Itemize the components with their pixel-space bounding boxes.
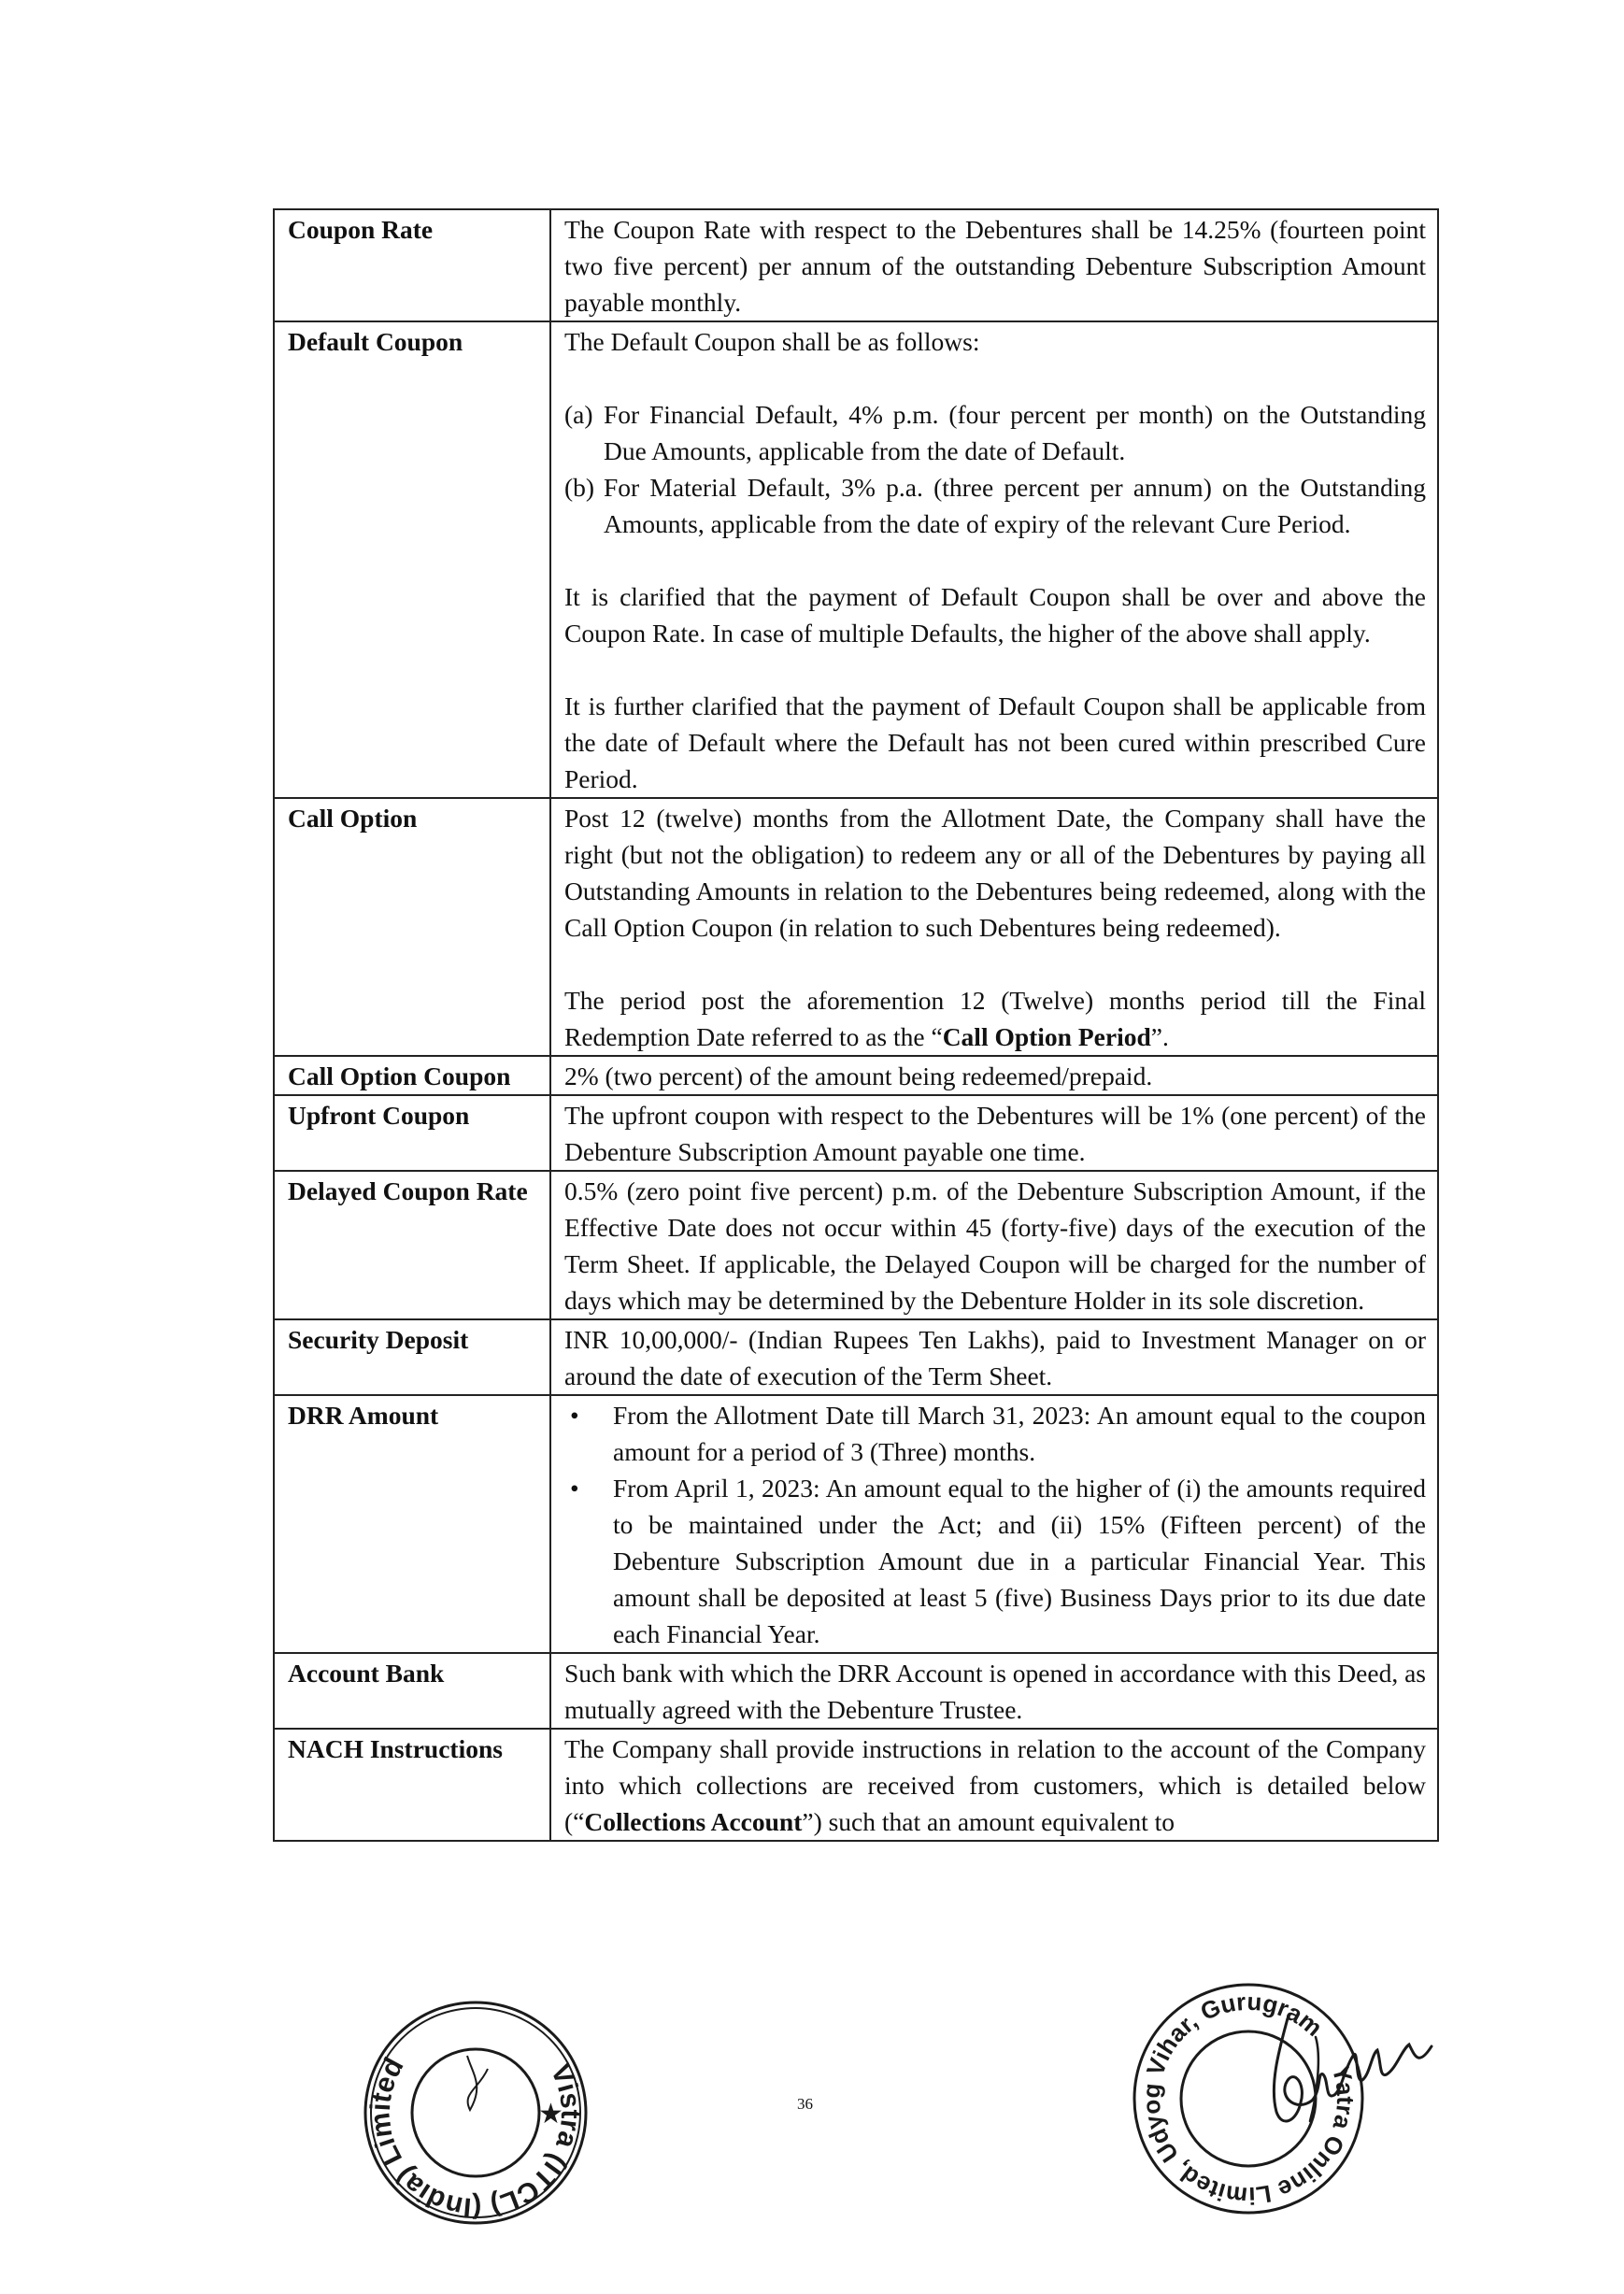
list-item <box>564 469 1426 542</box>
table-row <box>274 1056 1438 1095</box>
table-row <box>274 1171 1438 1319</box>
table-row <box>274 1729 1438 1841</box>
table-row <box>274 321 1438 798</box>
row-label: Coupon Rate <box>274 209 550 321</box>
row-text: 0.5% (zero point five percent) p.m. of the Debenture Subscription Amount, if the Effective Date does not occur within 45 (forty-five) days of the execution of the Term Sheet. If applicable, the Delayed Coupon will be charged for the number of days which may be determined by the Debenture Holder in its sole discretion. <box>564 1176 1426 1315</box>
list-item <box>564 396 1426 469</box>
defined-term: Call Option Period <box>942 1022 1151 1051</box>
row-text: Post 12 (twelve) months from the Allotment Date, the Company shall have the right (but not the obligation) to redeem any or all of the Debentures by paying all Outstanding Amounts in relation to the Debentures being redeemed, along with the Call Option Coupon (in relation to such Debentures being redeemed). <box>564 804 1426 942</box>
text-run: ”. <box>1150 1022 1169 1051</box>
text-run: The period post the aforemention 12 (Twelve) months period till the Final Redemption Date referred to as the “ <box>564 986 1426 1051</box>
row-text: It is clarified that the payment of Default Coupon shall be over and above the Coupon Rate. In case of multiple Defaults, the higher of the above shall apply. <box>564 582 1426 648</box>
row-text: 2% (two percent) of the amount being redeemed/prepaid. <box>564 1062 1153 1090</box>
row-text <box>564 982 1426 1055</box>
star-icon: ★ <box>538 2098 563 2130</box>
table-row <box>274 1395 1438 1653</box>
row-label: DRR Amount <box>274 1395 550 1653</box>
list-text: For Financial Default, 4% p.m. (four percent per month) on the Outstanding Due Amounts, applicable from the date of Default. <box>604 400 1426 465</box>
table-row <box>274 209 1438 321</box>
row-text: Such bank with which the DRR Account is opened in accordance with this Deed, as mutually agreed with the Debenture Trustee. <box>564 1659 1426 1724</box>
seal-text: Yatra Online Limited, Udyog Vihar, Gurugram <box>1136 1987 1360 2211</box>
row-text: It is further clarified that the payment of Default Coupon shall be applicable from the date of Default where the Default has not been cured within prescribed Cure Period. <box>564 691 1426 793</box>
table-row <box>274 1095 1438 1171</box>
row-label: Call Option <box>274 798 550 1056</box>
list-text: From the Allotment Date till March 31, 2023: An amount equal to the coupon amount for a period of 3 (Three) months. <box>613 1401 1426 1466</box>
list-marker: (b) <box>564 473 595 502</box>
list-item <box>564 1470 1426 1652</box>
row-label: Call Option Coupon <box>274 1056 550 1095</box>
defined-term: Collections Account <box>584 1807 803 1836</box>
terms-table <box>273 208 1439 1842</box>
row-text: The Default Coupon shall be as follows: <box>564 327 980 356</box>
page-number: 36 <box>797 2095 813 2113</box>
text-run: The Company shall provide instructions in relation to the account of the Company into which collections are received from customers, which is detailed below (“ <box>564 1734 1426 1836</box>
bullet-icon: • <box>570 1474 579 1503</box>
drr-bullet-list <box>564 1397 1426 1652</box>
table-row <box>274 798 1438 1056</box>
signature-icon <box>1232 1981 1446 2159</box>
list-marker: (a) <box>564 400 593 429</box>
row-label: Upfront Coupon <box>274 1095 550 1171</box>
row-text: The upfront coupon with respect to the Debentures will be 1% (one percent) of the Debenture Subscription Amount payable one time. <box>564 1101 1426 1166</box>
list-text: For Material Default, 3% p.a. (three percent per annum) on the Outstanding Amounts, applicable from the date of expiry of the relevant Cure Period. <box>604 473 1426 538</box>
bullet-icon: • <box>570 1401 579 1430</box>
table-row <box>274 1319 1438 1395</box>
row-label: NACH Instructions <box>274 1729 550 1841</box>
vistra-seal-icon <box>363 2000 589 2226</box>
row-label: Account Bank <box>274 1653 550 1729</box>
text-run: ”) such that an amount equivalent to <box>802 1807 1175 1836</box>
row-text <box>564 1731 1426 1840</box>
row-text: INR 10,00,000/- (Indian Rupees Ten Lakhs), paid to Investment Manager on or around the date of execution of the Term Sheet. <box>564 1325 1426 1390</box>
row-label: Default Coupon <box>274 321 550 798</box>
list-text: From April 1, 2023: An amount equal to the higher of (i) the amounts required to be maintained under the Act; and (ii) 15% (Fifteen percent) of the Debenture Subscription Amount due in a particular Financial Year. This amount shall be deposited at least 5 (five) Business Days prior to its due date each Financial Year. <box>613 1474 1426 1648</box>
list-item <box>564 1397 1426 1470</box>
default-list <box>564 396 1426 542</box>
table-row <box>274 1653 1438 1729</box>
row-label: Delayed Coupon Rate <box>274 1171 550 1319</box>
row-text: The Coupon Rate with respect to the Debentures shall be 14.25% (fourteen point two five percent) per annum of the outstanding Debenture Subscription Amount payable monthly. <box>564 215 1426 317</box>
seal-text: Vistra (ITCL) (India) Limited <box>364 2052 587 2224</box>
row-label: Security Deposit <box>274 1319 550 1395</box>
